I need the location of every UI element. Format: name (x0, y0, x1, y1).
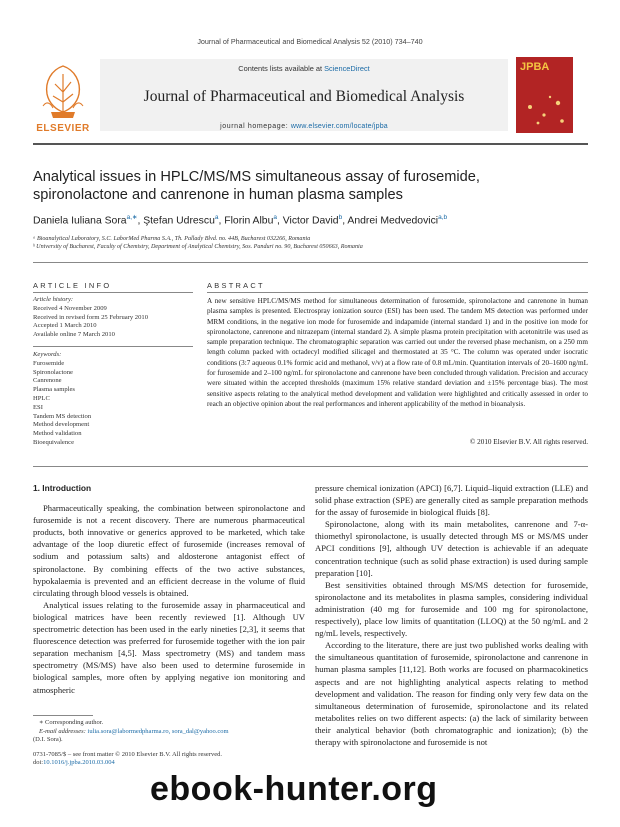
author-name: Victor David (282, 215, 339, 227)
paragraph: Best sensitivities obtained through MS/MS detection for furosemide, spironolactone and its metabolites in plasma samples, considering individual administration (40 mg for furosemide and 100 mg for spironolactone, respectively), place low limits of quantitation (LLOQ) at the 50 ng/mL and 2 ng/mL levels, respectively. (315, 579, 588, 639)
author-affiliation-marker[interactable]: a,b (438, 214, 448, 221)
publisher-name: ELSEVIER (36, 123, 90, 134)
author-affiliation-marker[interactable]: b (338, 214, 343, 221)
history-item: Received in revised form 25 February 2010 (33, 313, 148, 321)
journal-title: Journal of Pharmaceutical and Biomedical Analysis (143, 88, 465, 105)
email-label: E-mail addresses: (39, 727, 88, 735)
keyword: Plasma samples (33, 386, 75, 394)
journal-cover-image (516, 57, 573, 133)
abstract-copyright: © 2010 Elsevier B.V. All rights reserved. (469, 438, 588, 446)
sciencedirect-link[interactable]: ScienceDirect (324, 64, 370, 73)
body-left-column (33, 482, 305, 696)
author-affiliation-marker[interactable]: a (273, 214, 277, 221)
homepage-label: journal homepage: (220, 123, 291, 130)
keyword: ESI (33, 403, 43, 411)
abstract-text: A new sensitive HPLC/MS/MS method for simultaneous determination of furosemide, spironolactone and canrenone in human plasma samples is presented. Electrospray ionization source (ESI) has been used. The tandem MS detection was performed under MRM conditions, in the negative ion mode for furosemide and indapamide (internal standard 1) and in the positive ion mode for spironolactone, canrenone and nitrazepam (internal standard 2). A simple plasma protein precipitation with acetonitrile was used as sample preparation technique. The chromatographic separation was carried out under the reversed phase mechanism, on a 250 mm length column packed with octadecyl modified silicagel and thermostated at 35 °C. The column was operated under isocratic conditions (3:7 aqueous 0.1% formic acid and methanol, v/v) at a flow rate of 0.8 mL/min. Quantitation intervals of 20–1600 ng/mL for furosemide and 2–100 ng/mL for spironolactone and canrenone have been concluded through validation. Precision and accuracy were situated within the accepted thresholds (maximum 15% relative standard deviation and ±15% percentage bias). The most sensitive aspects relating to the analytical method development and validation were highlighted and critically assessed in order to reach an objective opinion about the real performances and inherent applicability of the method in bioanalysis. (207, 297, 588, 408)
homepage-link[interactable]: www.elsevier.com/locate/jpba (290, 123, 388, 130)
keyword: Tandem MS detection (33, 412, 92, 420)
section-heading: 1. Introduction (33, 483, 92, 493)
cover-title: JPBA (520, 61, 550, 73)
issn-line: 0731-7085/$ – see front matter © 2010 Elsevier B.V. All rights reserved. (33, 750, 222, 758)
history-label: Article history: (33, 296, 74, 303)
paragraph: Pharmaceutically speaking, the combination between spironolactone and furosemide is not a recent discovery. There are numerous pharmaceutical products, both innovative or generics approved to be marketed, which take advantage of the loop diuretic effect of furosemide (increases removal of sodium and potassium salts) and aldosterone antagonist effect of spironolactone. By combining effects of the two active substances, hypokalaemia is prevented and an efficient decrease in the volume of fluid circulating through blood vessels is obtained. (33, 503, 305, 598)
paragraph: pressure chemical ionization (APCI) [6,7]. Liquid–liquid extraction (LLE) and solid phase extraction (SPE) are generally cited as sample preparation methods for the assay of furosemide in biological fluids [8]. (315, 483, 588, 518)
author-affiliation-marker[interactable]: a,∗ (126, 214, 138, 221)
divider (33, 262, 588, 263)
divider (33, 346, 193, 347)
contents-available-line (100, 64, 508, 73)
email-link[interactable]: iulia.sora@labormedpharma.ro, sora_dal@yahoo.com (87, 727, 229, 735)
article-info-heading: ARTICLE INFO (33, 281, 112, 290)
keywords (33, 351, 198, 448)
history-item: Accepted 1 March 2010 (33, 322, 97, 330)
divider (207, 292, 588, 293)
keyword: Bioequivalence (33, 438, 75, 446)
author-affiliation-marker[interactable]: a (214, 214, 219, 221)
keyword: Furosemide (33, 359, 65, 367)
article-title: Analytical issues in HPLC/MS/MS simultaneous assay of furosemide, spironolactone and canrenone in human plasma samples (33, 169, 480, 203)
email-line (33, 728, 305, 737)
keyword: HPLC (33, 394, 50, 402)
header-divider (33, 143, 588, 145)
elsevier-logo (33, 60, 93, 134)
watermark: ebook-hunter.org (150, 770, 438, 808)
footnotes (33, 719, 305, 768)
contents-prefix: Contents lists available at (238, 64, 325, 73)
paragraph: Analytical issues relating to the furosemide assay in pharmaceutical and biological matrices have been recently reviewed [1]. Although UV spectrometric detection has been used in the early nineties [2,3], it seems that fluorescence detection was preferred for furosemide together with the ion pair separation mechanism [4,5]. Mass spectrometry (MS) and tandem mass spectrometry (MS/MS) have also been used to determine furosemide in biological samples, more often by applying negative ion monitoring and atmospheric (33, 599, 305, 695)
keyword: Method validation (33, 430, 82, 438)
keyword: Spironolactone (33, 368, 73, 376)
paragraph: According to the literature, there are just two published works dealing with the simultaneous quantitation of furosemide, spironolactone and canrenone in human plasma samples [11,12]. Both works are focused on pharmacokinetics aspects and are not highlighting analytical aspects relating to method development and validation. The reason for finding only very few data on the simultaneous determination of furosemide, spironolactone and its related metabolites relies on two different aspects: (a) the lack of similarity between their analytical behavior (both chromatographic and ionization); (b) the therapy with spironolactone and furosemide is not (315, 640, 588, 747)
corresponding-author-note: ∗ Corresponding author. (39, 719, 104, 726)
doi-line (33, 759, 305, 768)
body-right-column (315, 482, 588, 748)
email-suffix: (D.I. Sora). (33, 736, 63, 744)
article-history (33, 296, 198, 340)
divider (33, 466, 588, 467)
author-name: Andrei Medvedovici (347, 215, 439, 227)
history-item: Received 4 November 2009 (33, 304, 107, 312)
affiliation-a: ᵃ Bioanalytical Laboratory, S.C. LaborMed Pharma S.A., Th. Pallady Blvd. no. 44B, Bucharest 032266, Romania (33, 236, 311, 242)
doi-label: doi: (33, 759, 44, 767)
footnote-divider (33, 715, 93, 716)
history-item: Available online 7 March 2010 (33, 331, 115, 339)
keywords-label: Keywords: (33, 351, 62, 358)
author-name: Florin Albu (224, 215, 274, 227)
keyword: Canrenone (33, 377, 62, 385)
author-name: Ştefan Udrescu (143, 215, 215, 227)
doi-link[interactable]: 10.1016/j.jpba.2010.03.004 (43, 759, 115, 767)
author-list: Daniela Iuliana Sora$^{a,∗}$, Ştefan Udrescu$^a$, Florin Albu$^a$, Victor David$^b$, Andrei Medvedovici$^{a,b}$ (33, 214, 448, 227)
abstract-heading: ABSTRACT (207, 281, 265, 290)
journal-citation-line: Journal of Pharmaceutical and Biomedical Analysis 52 (2010) 734–740 (197, 37, 423, 46)
paragraph: Spironolactone, along with its main metabolites, canrenone and 7-α-thiomethyl spironolactone, is usually detected through MS or MS/MS under APCI conditions [9], although UV detection is achievable if an adequate concentration technique (such as solid phase extraction) is used during sample preparation [10]. (315, 519, 588, 578)
divider (33, 292, 193, 293)
keyword: Method development (33, 421, 90, 429)
author-name: Daniela Iuliana Sora (33, 215, 127, 227)
affiliation-b: ᵇ University of Bucharest, Faculty of Chemistry, Department of Analytical Chemistry, Sos. Panduri no. 90, Bucharest 050663, Romania (33, 244, 363, 250)
journal-homepage-line (100, 123, 508, 130)
